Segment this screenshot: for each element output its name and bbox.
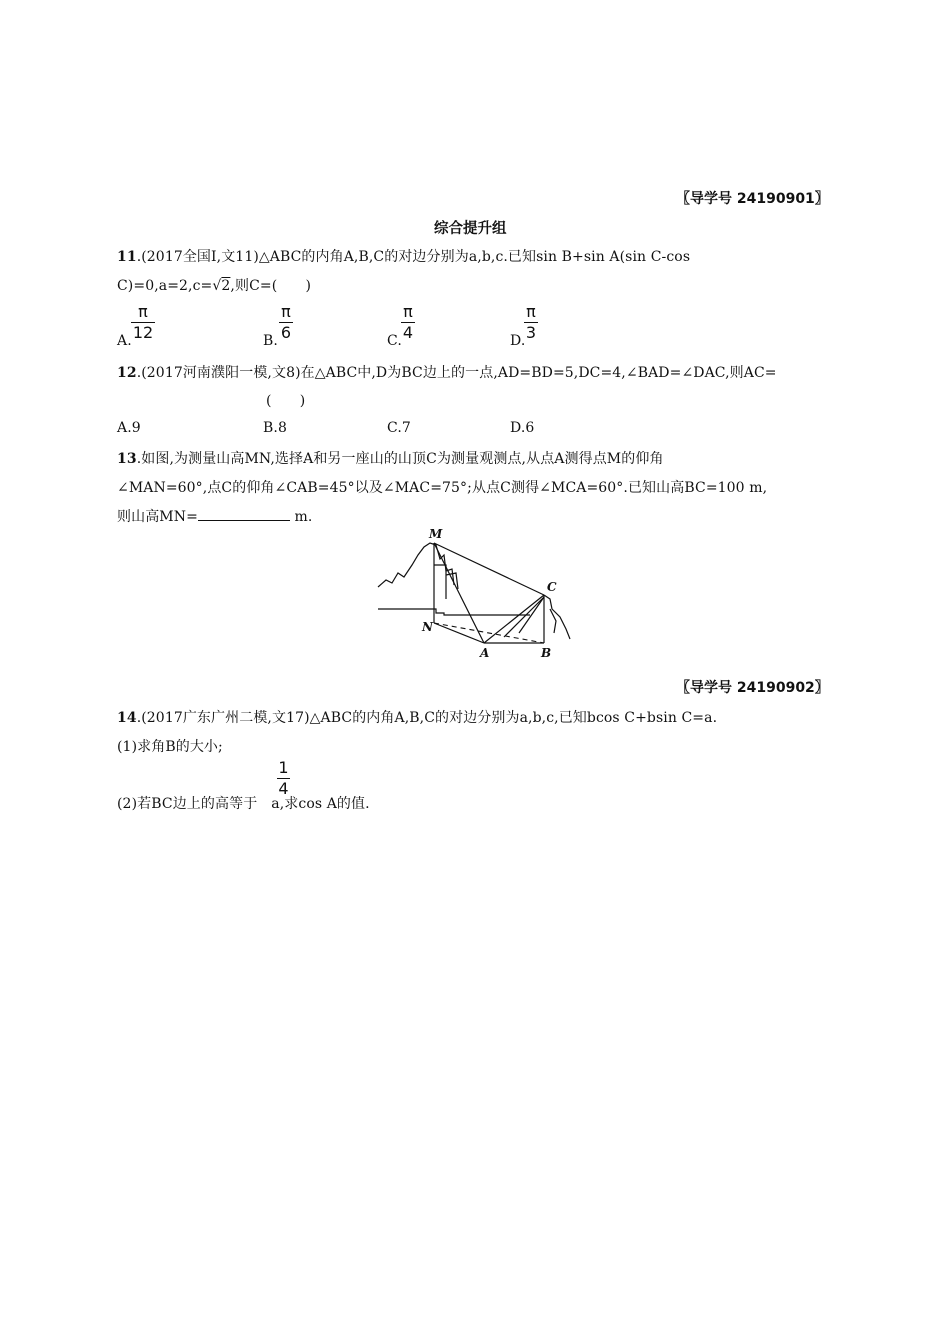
question-number: 14 <box>117 710 137 726</box>
option-d: D.6 <box>510 420 535 436</box>
fraction-one-quarter <box>277 759 290 798</box>
answer-paren: ( ) <box>266 393 306 409</box>
mountain-c-outline <box>544 595 570 639</box>
fraction-numerator: π <box>526 302 536 321</box>
reference-number: 〖导学号 24190901〗 <box>676 191 829 207</box>
question-11-line-1 <box>117 246 690 266</box>
sqrt-radicand: 2 <box>221 278 231 294</box>
label-c: C <box>547 580 557 594</box>
option-b-fraction <box>279 303 293 342</box>
sqrt-symbol: √ <box>212 278 222 294</box>
question-text: ,则C=( ) <box>230 278 312 294</box>
question-14-part-1: (1)求角B的大小; <box>117 739 223 755</box>
option-a-label: A. <box>117 333 132 349</box>
question-text: .如图,为测量山高MN,选择A和另一座山的山顶C为测量观测点,从点A测得点M的仰角 <box>136 451 664 467</box>
answer-blank[interactable] <box>198 508 290 521</box>
question-text: (2)若BC边上的高等于 <box>117 796 258 812</box>
segment-ac <box>484 595 544 643</box>
question-13-line-1 <box>117 448 664 468</box>
option-b: B.8 <box>263 420 287 436</box>
fraction-numerator: 1 <box>278 758 289 777</box>
question-text: .(2017河南濮阳一模,文8)在△ABC中,D为BC边上的一点,AD=BD=5,DC=4,∠BAD=∠DAC,则AC= <box>136 365 777 381</box>
fraction-numerator: π <box>281 302 291 321</box>
fraction-denominator: 4 <box>278 779 289 798</box>
question-text: .(2017全国Ⅰ,文11)△ABC的内角A,B,C的对边分别为a,b,c.已知sin B+sin A(sin C-cos <box>136 249 691 265</box>
question-text: m. <box>289 509 313 525</box>
question-text: C)=0,a=2,c= <box>117 278 213 294</box>
option-a: A.9 <box>117 420 141 436</box>
question-number: 12 <box>117 365 137 381</box>
question-text: .(2017广东广州二模,文17)△ABC的内角A,B,C的对边分别为a,b,c,已知bcos C+bsin C=a. <box>136 710 718 726</box>
question-text: 则山高MN= <box>117 509 198 525</box>
question-12-line-1 <box>117 362 777 382</box>
section-title: 综合提升组 <box>434 221 507 237</box>
fraction-numerator: π <box>138 302 148 321</box>
question-11-line-2 <box>117 275 311 295</box>
question-13-line-3 <box>117 506 312 526</box>
label-b: B <box>541 646 552 660</box>
mountain-figure <box>374 525 584 660</box>
option-c-label: C. <box>387 333 402 349</box>
question-number: 11 <box>117 249 137 265</box>
question-14-line-1 <box>117 707 717 727</box>
segment-nb-dashed <box>434 623 544 643</box>
option-d-fraction <box>524 303 538 342</box>
question-number: 13 <box>117 451 137 467</box>
question-14-part-2 <box>117 793 370 813</box>
hatch-line <box>504 597 544 637</box>
label-n: N <box>422 620 433 634</box>
fraction-denominator: 12 <box>132 323 154 342</box>
fraction-denominator: 6 <box>280 323 292 342</box>
option-c-fraction <box>401 303 415 342</box>
question-text: a,求cos A的值. <box>271 796 370 812</box>
label-m: M <box>429 527 443 541</box>
fraction-denominator: 4 <box>402 323 414 342</box>
right-angle-mark <box>434 565 446 599</box>
option-b-label: B. <box>263 333 278 349</box>
question-13-line-2: ∠MAN=60°,点C的仰角∠CAB=45°以及∠MAC=75°;从点C测得∠MCA=60°.已知山高BC=100 m, <box>117 480 768 496</box>
fraction-denominator: 3 <box>525 323 537 342</box>
option-a-fraction <box>131 303 155 342</box>
ground-line-left <box>378 609 480 615</box>
reference-number: 〖导学号 24190902〗 <box>676 680 829 696</box>
fraction-numerator: π <box>403 302 413 321</box>
label-a: A <box>480 646 490 660</box>
option-d-label: D. <box>510 333 526 349</box>
option-c: C.7 <box>387 420 411 436</box>
segment-ma <box>434 543 484 643</box>
segment-na <box>434 623 484 643</box>
